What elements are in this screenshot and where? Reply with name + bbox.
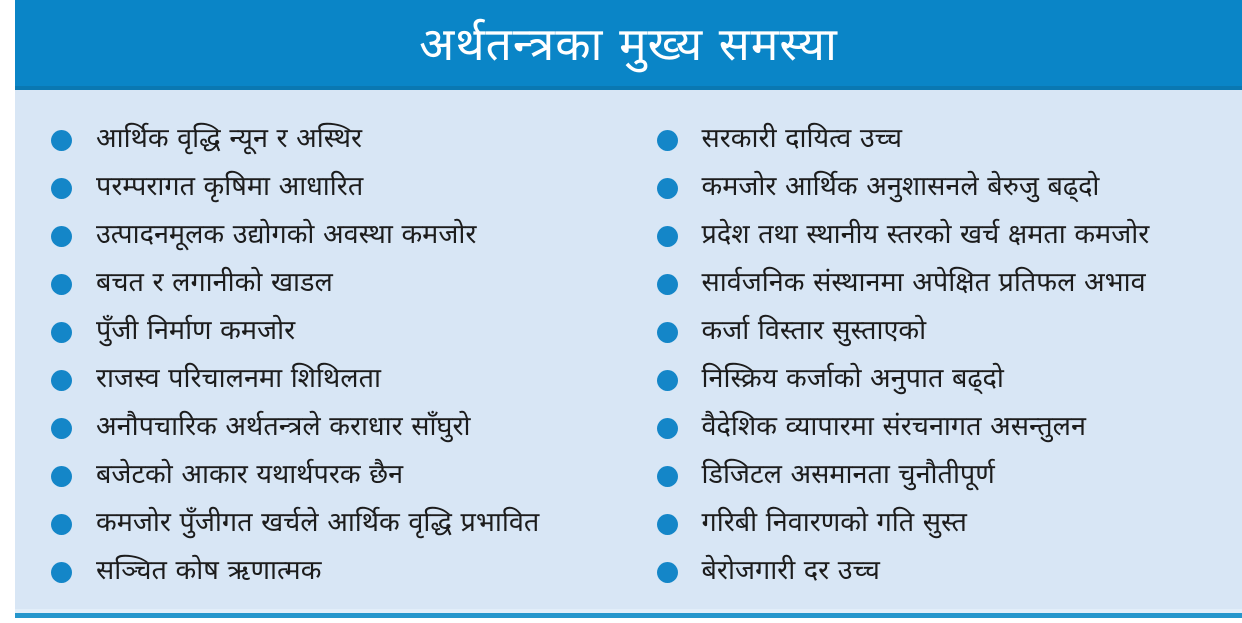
- bullet-icon: [657, 274, 678, 295]
- bullet-icon: [51, 514, 72, 535]
- list-item-label: कमजोर पुँजीगत खर्चले आर्थिक वृद्धि प्रभावित: [96, 507, 540, 539]
- list-item-label: वैदेशिक व्यापारमा संरचनागत असन्तुलन: [701, 411, 1086, 443]
- bullet-icon: [51, 178, 72, 199]
- list-item: [51, 211, 629, 259]
- list-item: [51, 307, 629, 355]
- list-item-label: राजस्व परिचालनमा शिथिलता: [96, 363, 381, 395]
- list-item: [51, 355, 629, 403]
- list-item: [51, 547, 629, 595]
- list-item-label: पुँजी निर्माण कमजोर: [96, 315, 296, 347]
- list-item-label: सञ्चित कोष ऋणात्मक: [96, 555, 322, 587]
- bullet-icon: [51, 274, 72, 295]
- content-panel: [15, 90, 1242, 609]
- bottom-rule: [15, 613, 1242, 618]
- list-item-label: निस्क्रिय कर्जाको अनुपात बढ्दो: [701, 363, 1004, 395]
- list-item-label: आर्थिक वृद्धि न्यून र अस्थिर: [96, 123, 363, 155]
- list-item-label: उत्पादनमूलक उद्योगको अवस्था कमजोर: [96, 219, 477, 251]
- bullet-icon: [51, 370, 72, 391]
- list-item-label: बचत र लगानीको खाडल: [96, 267, 333, 299]
- list-item-label: अनौपचारिक अर्थतन्त्रले कराधार साँघुरो: [96, 411, 471, 443]
- list-item: [657, 259, 1242, 307]
- list-item: [51, 451, 629, 499]
- list-item-label: सार्वजनिक संस्थानमा अपेक्षित प्रतिफल अभाव: [701, 267, 1146, 299]
- list-item: [51, 259, 629, 307]
- list-item: [657, 307, 1242, 355]
- bullet-icon: [657, 178, 678, 199]
- bullet-icon: [51, 226, 72, 247]
- list-item-label: कर्जा विस्तार सुस्ताएको: [701, 315, 927, 347]
- list-item: [657, 115, 1242, 163]
- list-item-label: सरकारी दायित्व उच्च: [701, 123, 902, 155]
- bullet-icon: [657, 562, 678, 583]
- list-item: [657, 355, 1242, 403]
- bullet-icon: [51, 322, 72, 343]
- list-item: [51, 403, 629, 451]
- bullet-icon: [657, 322, 678, 343]
- bullet-icon: [657, 514, 678, 535]
- list-item: [657, 211, 1242, 259]
- list-item: [51, 499, 629, 547]
- bullet-icon: [51, 418, 72, 439]
- list-item-label: प्रदेश तथा स्थानीय स्तरको खर्च क्षमता कमजोर: [701, 219, 1150, 251]
- list-item: [657, 547, 1242, 595]
- list-item-label: बेरोजगारी दर उच्च: [701, 555, 880, 587]
- list-item: [657, 403, 1242, 451]
- list-item-label: डिजिटल असमानता चुनौतीपूर्ण: [701, 459, 995, 491]
- bullet-icon: [51, 562, 72, 583]
- bullet-icon: [657, 466, 678, 487]
- bullet-icon: [657, 130, 678, 151]
- bullet-icon: [657, 418, 678, 439]
- bullet-icon: [657, 370, 678, 391]
- list-item-label: कमजोर आर्थिक अनुशासनले बेरुजु बढ्दो: [701, 171, 1100, 203]
- list-item-label: गरिबी निवारणको गति सुस्त: [701, 507, 967, 539]
- page-title: अर्थतन्त्रका मुख्य समस्या: [419, 16, 838, 71]
- bullet-icon: [657, 226, 678, 247]
- list-item: [657, 499, 1242, 547]
- bullet-column-right: [629, 115, 1242, 595]
- list-item: [51, 163, 629, 211]
- slide-board: [15, 0, 1242, 623]
- bullet-icon: [51, 466, 72, 487]
- list-item: [51, 115, 629, 163]
- list-item: [657, 163, 1242, 211]
- bullet-column-left: [15, 115, 629, 595]
- list-item: [657, 451, 1242, 499]
- list-item-label: परम्परागत कृषिमा आधारित: [96, 171, 364, 203]
- bullet-icon: [51, 130, 72, 151]
- title-bar: [15, 0, 1242, 90]
- list-item-label: बजेटको आकार यथार्थपरक छैन: [96, 459, 404, 491]
